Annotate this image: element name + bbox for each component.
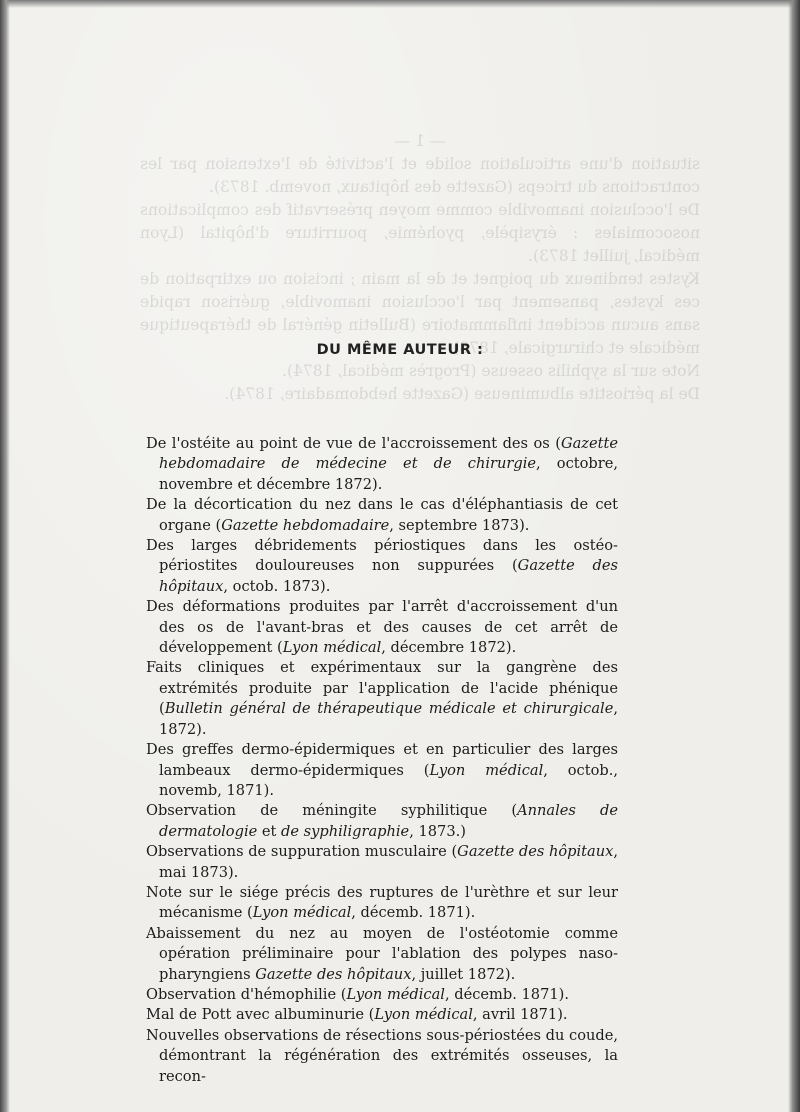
journal-title: Lyon médical xyxy=(252,904,352,922)
bleed-through-line: situation d'une articulation solide et l'activité de l'extension par les contractions du triceps (Gazette des hôpitaux, novemb. 1873). xyxy=(140,155,700,196)
entry-text: Des greffes dermo-épidermiques et en particulier des larges lambeaux dermo-épidermiques ( xyxy=(146,741,618,779)
entry-text: , octob. 1873). xyxy=(223,577,331,595)
entry-text: , mai 1873). xyxy=(159,843,619,881)
bleed-through-line: De l'occlusion inamovible comme moyen préservatif des complications nosocomiales : érysipèle, pyohémie, pourriture d'hôpital (Lyon médical, juillet 1873). xyxy=(140,201,700,265)
entry-text: , décembre 1872). xyxy=(381,639,517,657)
bleed-through-line: Note sur la syphilis osseuse (Progrès médical, 1874). xyxy=(282,362,700,380)
publication-entry xyxy=(146,740,618,801)
journal-title: de syphiligraphie xyxy=(281,822,410,840)
journal-title: Gazette des hôpitaux xyxy=(159,557,618,595)
publication-entry xyxy=(146,985,618,1005)
entry-text: , 1872). xyxy=(159,700,618,738)
journal-title: Lyon médical xyxy=(429,761,544,779)
publication-entry xyxy=(146,1005,618,1025)
publication-entry xyxy=(146,1026,618,1087)
publication-entry xyxy=(146,883,618,924)
entry-text: Mal de Pott avec albuminurie ( xyxy=(146,1006,375,1024)
publication-entry xyxy=(146,658,618,740)
journal-title: Gazette des hôpitaux xyxy=(255,965,412,983)
bleed-through-text xyxy=(140,130,700,406)
publication-entry xyxy=(146,495,618,536)
entry-text: , septembre 1873). xyxy=(389,516,530,534)
journal-title: Annales de dermatologie xyxy=(159,802,618,840)
entry-text: , octobre, novembre et décembre 1872). xyxy=(159,455,619,493)
entry-text: , décemb. 1871). xyxy=(444,985,569,1003)
entry-text: Abaissement du nez au moyen de l'ostéotomie comme opération préliminaire pour l'ablation des polypes naso-pharyngiens xyxy=(146,924,618,983)
page-heading: DU MÊME AUTEUR : xyxy=(316,342,484,358)
entry-text: et xyxy=(257,822,282,840)
bleed-through-line: — 1 — xyxy=(394,132,446,150)
entry-text: Des larges débridements périostiques dans les ostéo-périostites douloureuses non suppurées ( xyxy=(146,537,618,575)
publication-entry xyxy=(146,801,618,842)
publication-entry xyxy=(146,842,618,883)
entry-text: , juillet 1872). xyxy=(411,965,516,983)
journal-title: Gazette hebdomadaire xyxy=(221,516,390,534)
journal-title: Bulletin général de thérapeutique médicale et chirurgicale xyxy=(164,700,614,718)
journal-title: Gazette des hôpitaux xyxy=(457,843,614,861)
entry-text: , octob., novemb, 1871). xyxy=(159,761,619,799)
entry-text: , 1873.) xyxy=(409,822,466,840)
bleed-through-line: Kystes tendineux du poignet et de la main ; incision ou extirpation de ces kystes, pansement par l'occlusion inamovible, guérison rapide sans aucun accident inflammatoire (Bulletin général de thérapeutique médicale et chirurgicale, 1873). xyxy=(140,270,700,357)
entry-text: , décemb. 1871). xyxy=(351,904,476,922)
entry-text: Observation de méningite syphilitique ( xyxy=(146,802,518,820)
entry-text: Observation d'hémophilie ( xyxy=(146,985,347,1003)
publication-entry xyxy=(146,434,618,495)
publication-entry xyxy=(146,597,618,658)
journal-title: Lyon médical xyxy=(374,1006,473,1024)
scan-edge-right xyxy=(788,0,800,1112)
entry-text: Des déformations produites par l'arrêt d'accroissement d'un des os de l'avant-bras et des causes de cet arrêt de développement ( xyxy=(146,598,618,657)
entry-text: De la décortication du nez dans le cas d'éléphantiasis de cet organe ( xyxy=(146,496,618,534)
publication-list xyxy=(146,434,618,1087)
entry-text: , avril 1871). xyxy=(472,1006,568,1024)
scan-edge-top xyxy=(0,0,800,8)
journal-title: Gazette hebdomadaire de médecine et de chirurgie xyxy=(159,435,618,473)
scan-edge-left xyxy=(0,0,10,1112)
journal-title: Lyon médical xyxy=(346,985,445,1003)
publication-entry xyxy=(146,536,618,597)
entry-text: Note sur le siége précis des ruptures de l'urèthre et sur leur mécanisme ( xyxy=(146,883,618,922)
entry-text: Faits cliniques et expérimentaux sur la gangrène des extrémités produite par l'application de l'acide phénique ( xyxy=(146,659,618,718)
bleed-through-line: De la périostite albumineuse (Gazette hebdomadaire, 1874). xyxy=(224,385,700,403)
entry-text: De l'ostéite au point de vue de l'accroissement des os ( xyxy=(146,435,561,452)
entry-text: Observations de suppuration musculaire ( xyxy=(146,843,458,861)
journal-title: Lyon médical xyxy=(282,639,382,657)
entry-text: Nouvelles observations de résections sous-périostées du coude, démontrant la régénération des extrémités osseuses, la recon- xyxy=(146,1026,618,1085)
publication-entry xyxy=(146,924,618,985)
